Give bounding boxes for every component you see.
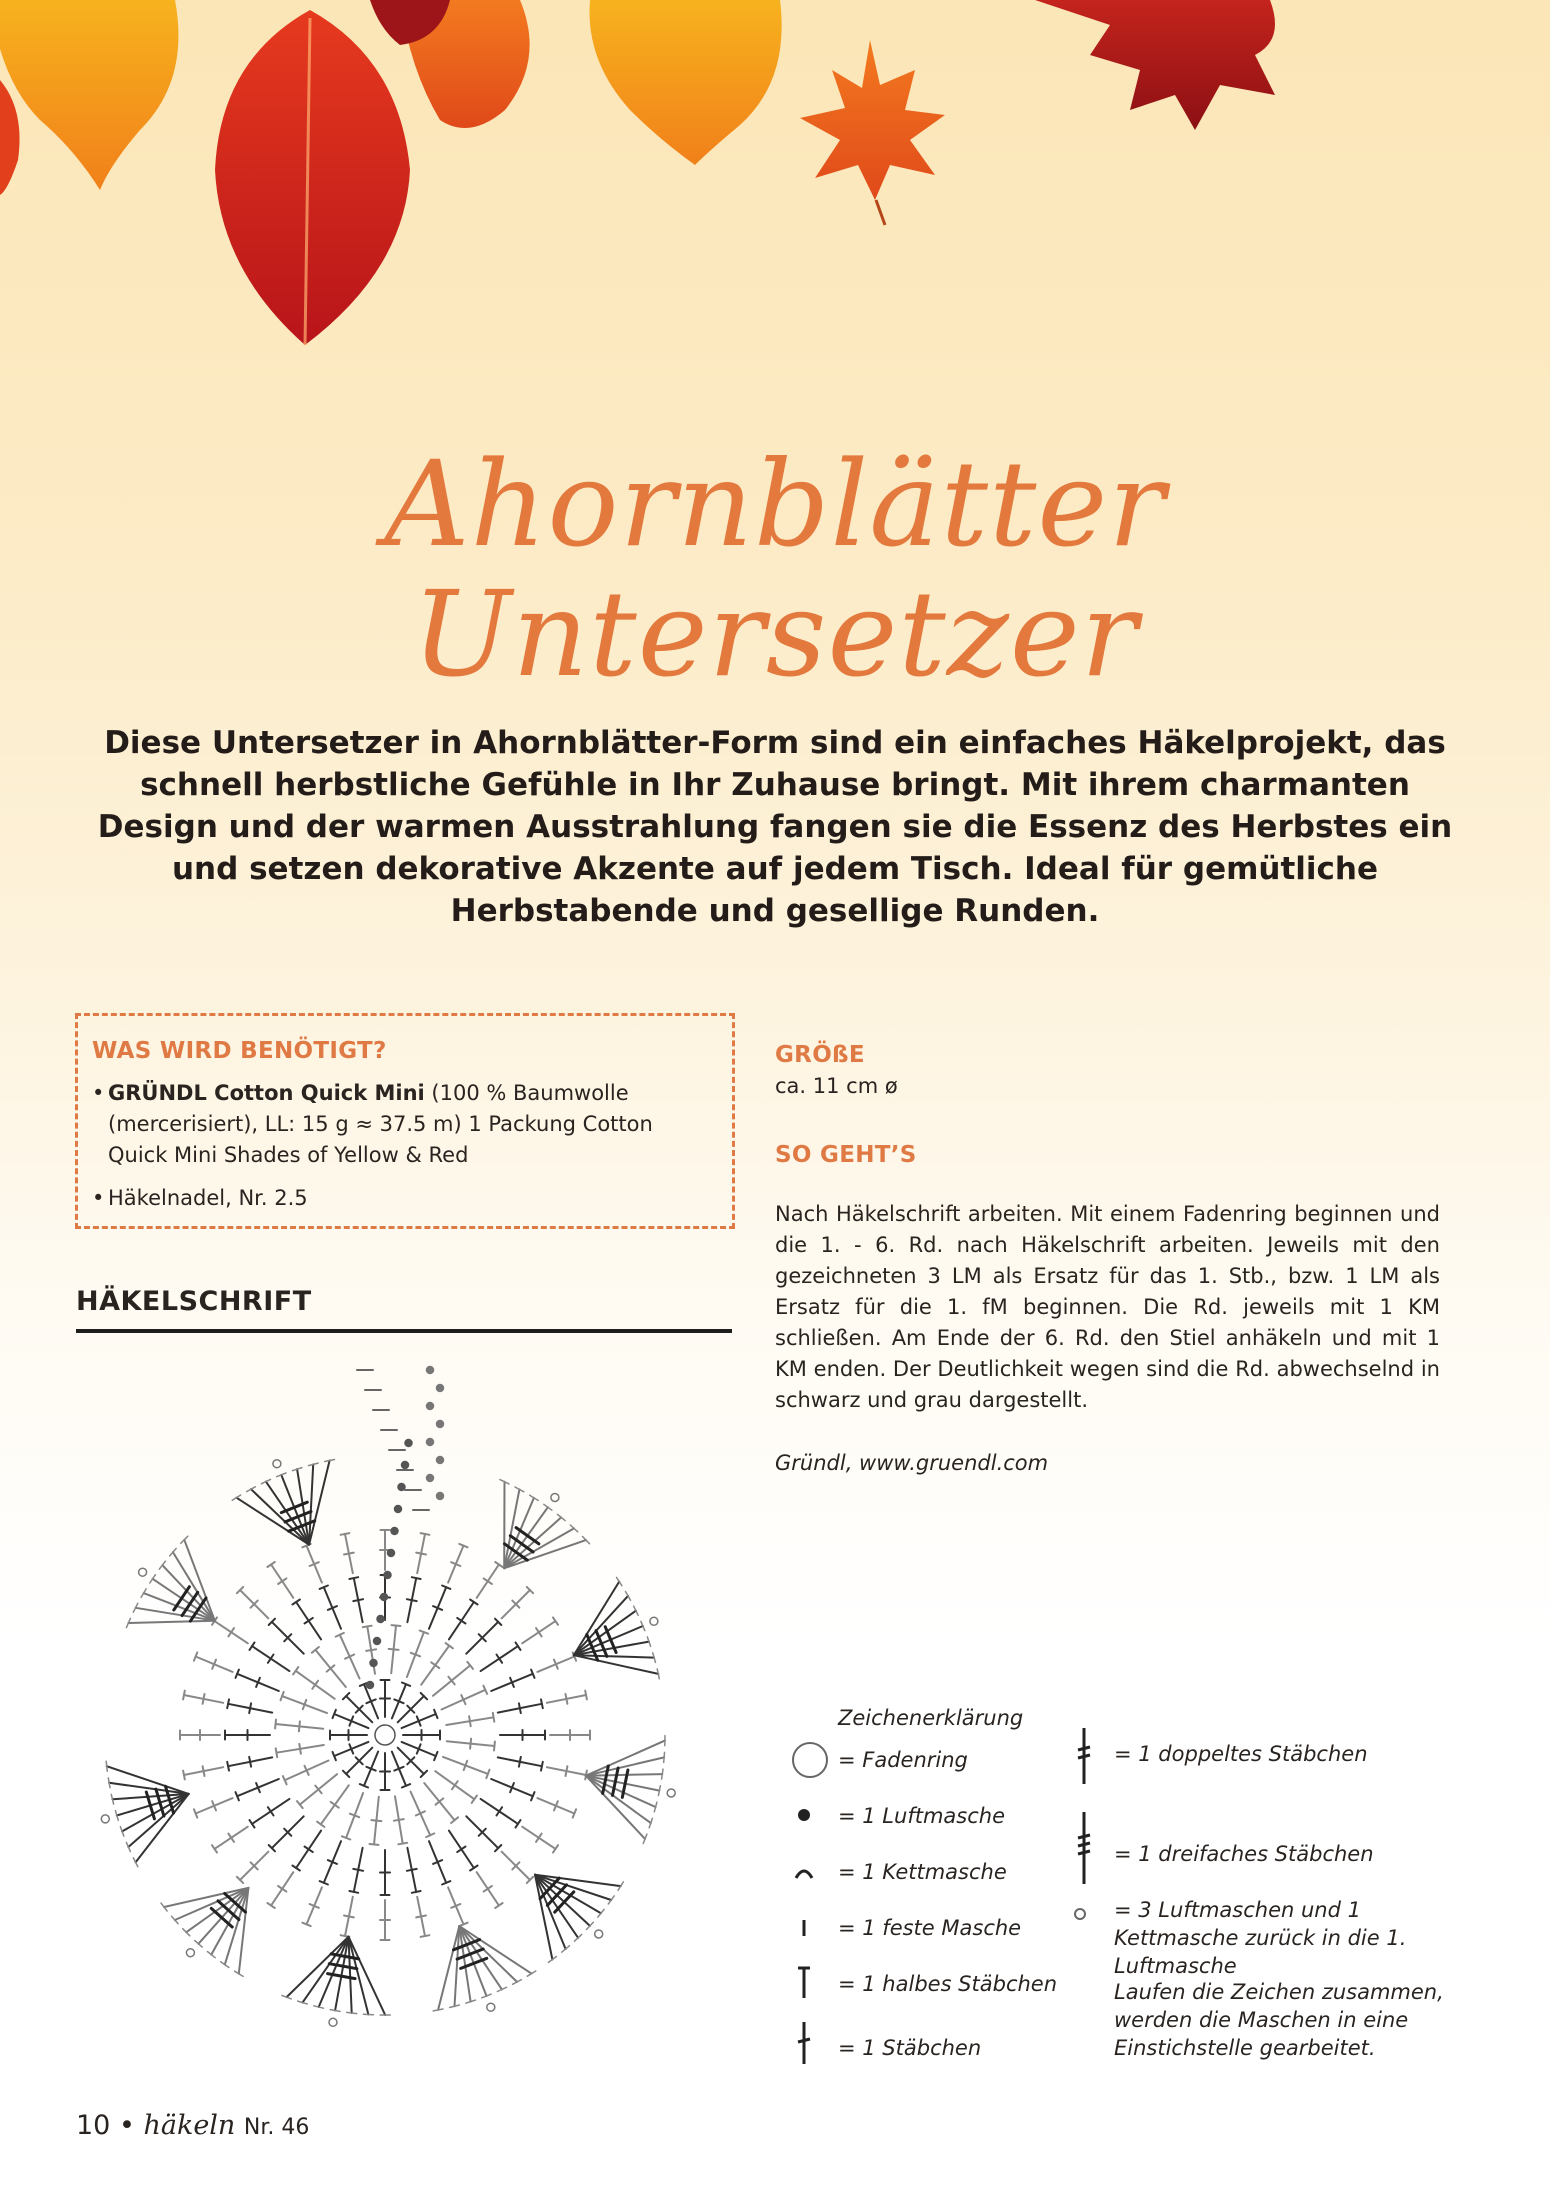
doppeltes-staebchen-symbol-icon xyxy=(1070,1724,1114,1788)
crochet-chart-heading: HÄKELSCHRIFT xyxy=(76,1286,732,1333)
halbes-staebchen-symbol-icon xyxy=(790,1960,834,2004)
credit-line: Gründl, www.gruendl.com xyxy=(775,1451,1049,1475)
yarn-details: (100 % Baumwolle (mercerisiert), LL: 15 g ≈ 37.5 m) 1 Packung Cotton Quick Mini Shades of Yellow & Red xyxy=(108,1081,653,1167)
legend-note: Laufen die Zeichen zusammen, werden die Maschen in eine Einstichstelle gearbeitet. xyxy=(1114,1980,1444,2060)
issue-number: Nr. 46 xyxy=(243,2115,310,2140)
staebchen-symbol-icon xyxy=(790,2018,834,2068)
intro-paragraph: Diese Untersetzer in Ahornblätter-Form sind ein einfaches Häkelprojekt, das schnell herbstliche Gefühle in Ihr Zuhause bringt. Mit ihrem charmanten Design und der warmen Ausstrahlung fangen sie die Essenz des Herbstes ein und setzen dekorative Akzente auf jedem Tisch. Ideal für gemütliche Herbstabende und gesellige Runden. xyxy=(97,725,1453,929)
size-value: ca. 11 cm ø xyxy=(775,1074,898,1098)
page-footer xyxy=(76,2110,309,2141)
legend-kettmasche: = 1 Kettmasche xyxy=(838,1860,1007,1884)
autumn-leaves-illustration xyxy=(0,0,1550,360)
maple-leaf-dark-red xyxy=(1035,0,1275,130)
kettmasche-symbol-icon xyxy=(790,1858,834,1888)
legend-halbes-staebchen: = 1 halbes Stäbchen xyxy=(838,1972,1058,1996)
small-red-leaf-edge xyxy=(0,80,20,195)
size-heading: GRÖßE xyxy=(775,1042,865,1068)
legend-staebchen: = 1 Stäbchen xyxy=(838,2036,982,2060)
howto-heading: SO GEHT’S xyxy=(775,1142,917,1168)
materials-item-hook: • Häkelnadel, Nr. 2.5 xyxy=(92,1183,718,1214)
materials-box xyxy=(75,1013,735,1229)
yellow-leaf-right xyxy=(590,0,782,165)
materials-list xyxy=(92,1078,718,1214)
legend-dreifaches-staebchen: = 1 dreifaches Stäbchen xyxy=(1114,1842,1374,1866)
maple-leaf-orange xyxy=(800,40,945,200)
howto-text: Nach Häkelschrift arbeiten. Mit einem Fadenring beginnen und die 1. - 6. Rd. nach Häkelschrift arbeiten. Jeweils mit den gezeichneten 3 LM als Ersatz für das 1. Stb., bzw. 1 LM als Ersatz für die 1. fM beginnen. Die Rd. jeweils mit 1 KM schließen. Am Ende der 6. Rd. den Stiel anhäkeln und mit 1 KM enden. Der Deutlichkeit wegen sind die Rd. abwechselnd in schwarz und grau dargestellt. xyxy=(775,1202,1440,1412)
yellow-leaf-left xyxy=(0,0,178,190)
legend-luftmasche: = 1 Luftmasche xyxy=(838,1804,1005,1828)
instructions-column xyxy=(775,1040,1440,1479)
red-leaf-large xyxy=(215,10,410,345)
materials-item-yarn xyxy=(92,1078,718,1171)
page-title: Ahornblätter Untersetzer xyxy=(384,435,1166,703)
legend-fadenring: = Fadenring xyxy=(838,1748,968,1772)
footer-bullet: • xyxy=(118,2110,144,2141)
page-number: 10 xyxy=(76,2110,111,2141)
luftmasche-symbol-icon xyxy=(790,1800,834,1830)
materials-heading: WAS WIRD BENÖTIGT? xyxy=(92,1038,387,1064)
legend-picot: = 3 Luftmaschen und 1 Kettmasche zurück in die 1. Luftmasche xyxy=(1114,1898,1407,1978)
symbol-legend xyxy=(790,1700,1470,2080)
yarn-brand: GRÜNDL Cotton Quick Mini xyxy=(108,1081,425,1105)
crochet-chart-diagram xyxy=(80,1350,740,2040)
feste-masche-symbol-icon xyxy=(790,1910,834,1946)
legend-doppeltes-staebchen: = 1 doppeltes Stäbchen xyxy=(1114,1742,1368,1766)
picot-symbol-icon xyxy=(1070,1900,1114,1930)
magazine-name: häkeln xyxy=(143,2110,236,2141)
dreifaches-staebchen-symbol-icon xyxy=(1070,1808,1114,1888)
legend-feste-masche: = 1 feste Masche xyxy=(838,1916,1022,1940)
legend-title: Zeichenerklärung xyxy=(838,1706,1024,1730)
fadenring-symbol-icon xyxy=(790,1738,834,1782)
